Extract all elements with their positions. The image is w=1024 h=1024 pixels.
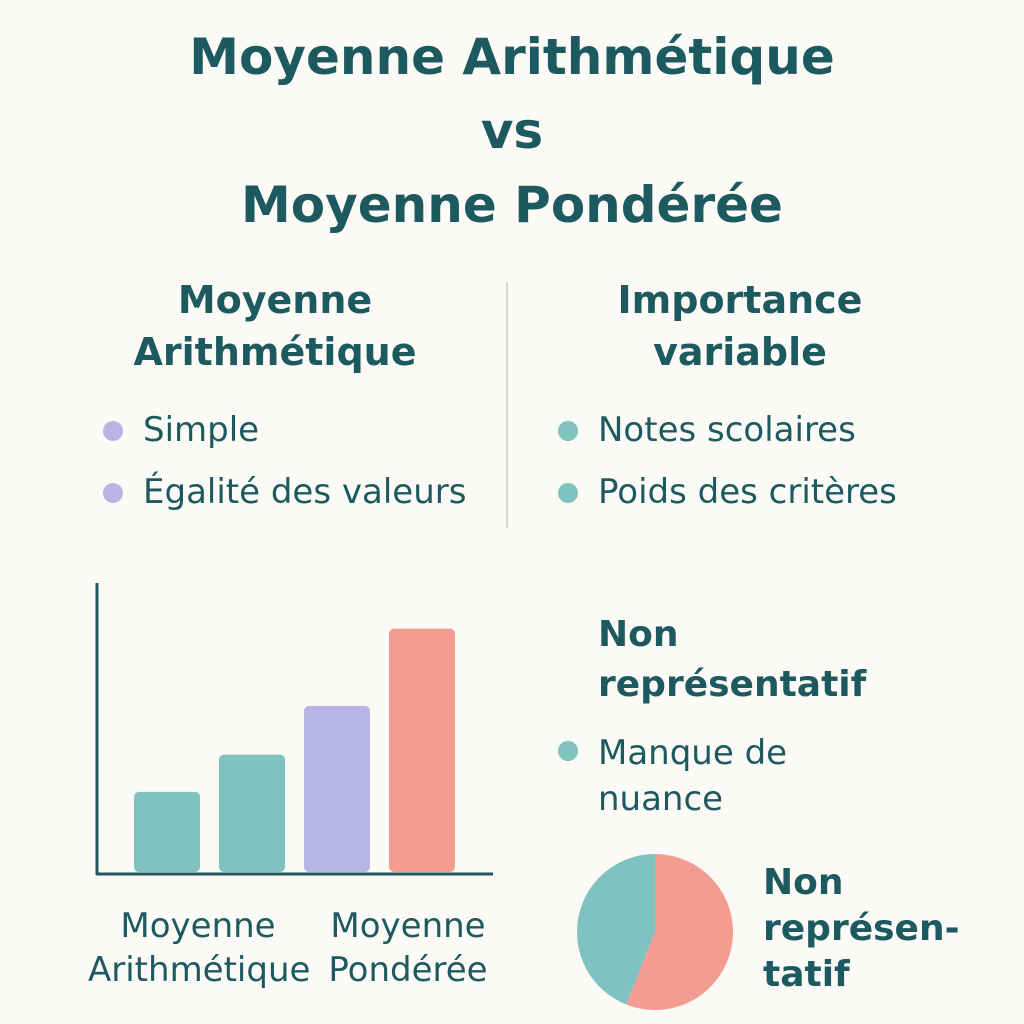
left-heading-line-2: Arithmétique [133,330,417,374]
x-tick-label-ponderee [318,904,498,992]
x-tick-label-line: Moyenne [330,906,486,946]
bar [134,792,200,872]
bar [389,629,455,872]
x-tick-label-line: Arithmétique [88,950,311,990]
bar [219,755,285,872]
x-tick-label-line: Moyenne [120,906,276,946]
bullet-text: Notes scolaires [598,410,856,450]
pie-label-line-1: Non [763,862,844,903]
side-heading-line-2: représentatif [598,664,867,705]
bar [304,706,370,872]
pie-label-line-3: tatif [763,954,850,995]
x-tick-label-arithmetique [88,904,311,992]
x-tick-label-line: Pondérée [328,950,488,990]
bullet-text-line-1: Manque de [598,733,788,773]
list-item [558,730,978,830]
title-line-1: Moyenne Arithmétique [189,28,835,86]
bullet-text [598,730,838,822]
bullet-text: Égalité des valeurs [143,472,467,512]
title-line-2: vs [480,102,544,160]
side-heading-line-1: Non [598,614,679,655]
bullet-text: Poids des critères [598,472,897,512]
pie-label [763,860,1013,998]
pie-label-line-2: représen- [763,908,960,949]
side-bullet-list [558,730,978,830]
right-heading-line-2: variable [653,330,827,374]
bullet-text: Simple [143,410,260,450]
right-heading-line-1: Importance [617,278,863,322]
bullet-text-line-2: nuance [598,779,724,819]
left-heading-line-1: Moyenne [177,278,373,322]
title-line-3: Moyenne Pondérée [241,176,783,234]
side-heading [598,610,998,710]
bullet-dot-icon [558,741,578,761]
